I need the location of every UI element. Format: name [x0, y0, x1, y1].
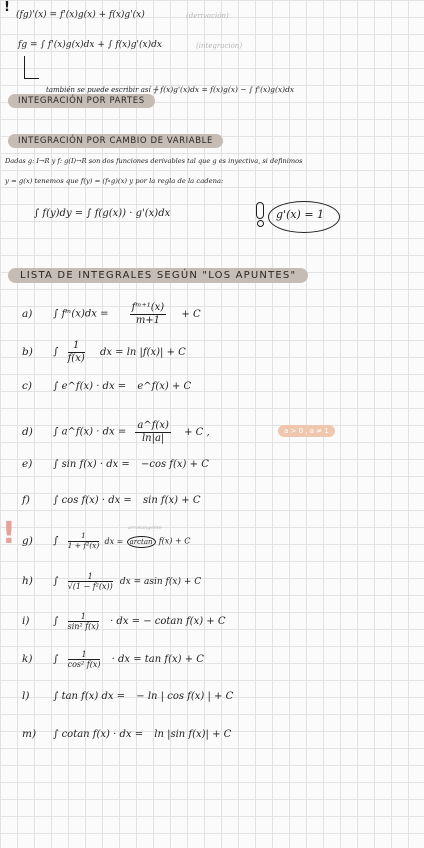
integral-g	[22, 532, 190, 550]
fraction-numerator: 1	[68, 340, 85, 353]
fraction-denominator: m+1	[135, 314, 161, 326]
fraction-denominator: sin² f(x)	[67, 622, 99, 632]
integral-rhs: −cos f(x) + C	[141, 459, 209, 470]
arctan-note: arcotangente	[128, 525, 162, 531]
condition-badge: a > 0 , a ≠ 1	[278, 425, 335, 437]
warning-icon	[254, 202, 264, 226]
derivation-note: (derivación)	[186, 12, 229, 20]
integral-rhs: f(x) + C	[158, 536, 191, 546]
integral-rhs: + C ,	[184, 426, 210, 438]
fraction-denominator: cos² f(x)	[67, 660, 101, 670]
integral-lhs: ∫ fᵐ(x)dx =	[53, 308, 109, 320]
integral-rhs: sin f(x) + C	[142, 495, 201, 506]
fraction-denominator: f(x)	[67, 352, 85, 364]
integral-rhs: e^f(x) + C	[137, 381, 192, 392]
item-label: b)	[22, 345, 33, 358]
integral-d	[22, 420, 210, 444]
integral-lhs: ∫ sin f(x) · dx =	[53, 459, 130, 470]
fraction-denominator: ln|a|	[141, 432, 165, 444]
item-label: g)	[22, 534, 33, 547]
item-label: a)	[22, 307, 33, 320]
item-label: i)	[22, 615, 30, 628]
integral-lhs: ∫	[53, 346, 59, 358]
integral-rhs: · dx = − cotan f(x) + C	[110, 616, 226, 628]
integral-rhs: dx = asin f(x) + C	[119, 577, 202, 588]
integral-rhs: ln |sin f(x)| + C	[154, 729, 232, 740]
cambio-text-line1: Dadas g: I→R y f: g(I)→R son dos funciones derivables tal que g es inyectiva, si definimos	[5, 157, 303, 165]
banner-lista-de-integrales: LISTA DE INTEGRALES SEGÚN "LOS APUNTES"	[8, 268, 308, 283]
product-rule-derivative: (fg)'(x) = f'(x)g(x) + f(x)g'(x)	[16, 10, 145, 20]
warning-mark: !	[2, 516, 16, 551]
product-rule-integral: fg = ∫ f'(x)g(x)dx + ∫ f(x)g'(x)dx	[18, 40, 162, 50]
item-label: f)	[22, 494, 30, 506]
integral-c	[22, 380, 191, 392]
integral-i	[22, 612, 226, 631]
integral-lhs: ∫ cotan f(x) · dx =	[53, 729, 144, 740]
item-label: l)	[22, 690, 30, 702]
integral-rhs: · dx = tan f(x) + C	[111, 654, 204, 666]
fraction-numerator: 1	[68, 650, 101, 660]
fraction-denominator: 1 + f²(x)	[67, 540, 100, 550]
integral-lhs: ∫	[53, 616, 59, 628]
item-label: m)	[22, 728, 37, 740]
integral-b	[22, 340, 186, 364]
arrow-down-right-icon	[24, 56, 39, 79]
integral-lhs: ∫	[53, 576, 59, 588]
fraction-numerator: 1	[68, 572, 113, 582]
integral-a	[22, 302, 201, 326]
integral-rhs: − ln | cos f(x) | + C	[136, 691, 234, 702]
cambio-formula: ∫ f(y)dy = ∫ f(g(x)) · g'(x)dx	[34, 208, 171, 219]
fraction-numerator: 1	[68, 532, 100, 542]
alt-form-formula: ∫ f(x)g'(x)dx = f(x)g(x) − ∫ f'(x)g(x)dx	[154, 85, 295, 94]
integral-m	[22, 728, 231, 740]
integral-lhs: ∫ e^f(x) · dx =	[53, 381, 127, 392]
integral-f	[22, 494, 200, 506]
integral-lhs: ∫	[53, 535, 59, 547]
integration-note: (integración)	[196, 42, 243, 50]
item-label: c)	[22, 380, 32, 392]
integral-rhs: dx = ln |f(x)| + C	[99, 346, 186, 358]
integral-l	[22, 690, 233, 702]
item-label: e)	[22, 458, 33, 470]
integral-k	[22, 650, 204, 669]
banner-cambio-de-variable: INTEGRACIÓN POR CAMBIO DE VARIABLE	[8, 134, 223, 148]
fraction-numerator: a^f(x)	[137, 420, 169, 431]
item-label: d)	[22, 425, 33, 438]
integral-rhs-pre: dx =	[104, 536, 124, 546]
integral-rhs: + C	[181, 308, 201, 320]
banner-integracion-por-partes: INTEGRACIÓN POR PARTES	[8, 94, 155, 108]
integral-lhs: ∫ a^f(x) · dx =	[53, 426, 127, 438]
integral-lhs: ∫ tan f(x) dx =	[53, 691, 126, 702]
highlight-formula: g'(x) = 1	[276, 208, 325, 221]
item-label: k)	[22, 653, 33, 666]
item-label: h)	[22, 575, 33, 588]
top-bang: !	[4, 0, 10, 15]
integral-lhs: ∫	[53, 654, 59, 666]
arctan-circled: arctan	[127, 536, 156, 548]
fraction-numerator: fᵐ⁺¹(x)	[131, 302, 165, 313]
alt-form-prefix: también se puede escribir así →	[46, 86, 159, 94]
integral-e	[22, 458, 209, 470]
integral-h	[22, 572, 201, 591]
cambio-text-line2: y = g(x) tenemos que f(y) = (f∘g)(x) y por la regla de la cadena:	[5, 177, 224, 185]
integral-lhs: ∫ cos f(x) · dx =	[53, 495, 132, 506]
fraction-denominator: √(1 − f²(x))	[67, 582, 113, 592]
fraction-numerator: 1	[68, 612, 99, 622]
